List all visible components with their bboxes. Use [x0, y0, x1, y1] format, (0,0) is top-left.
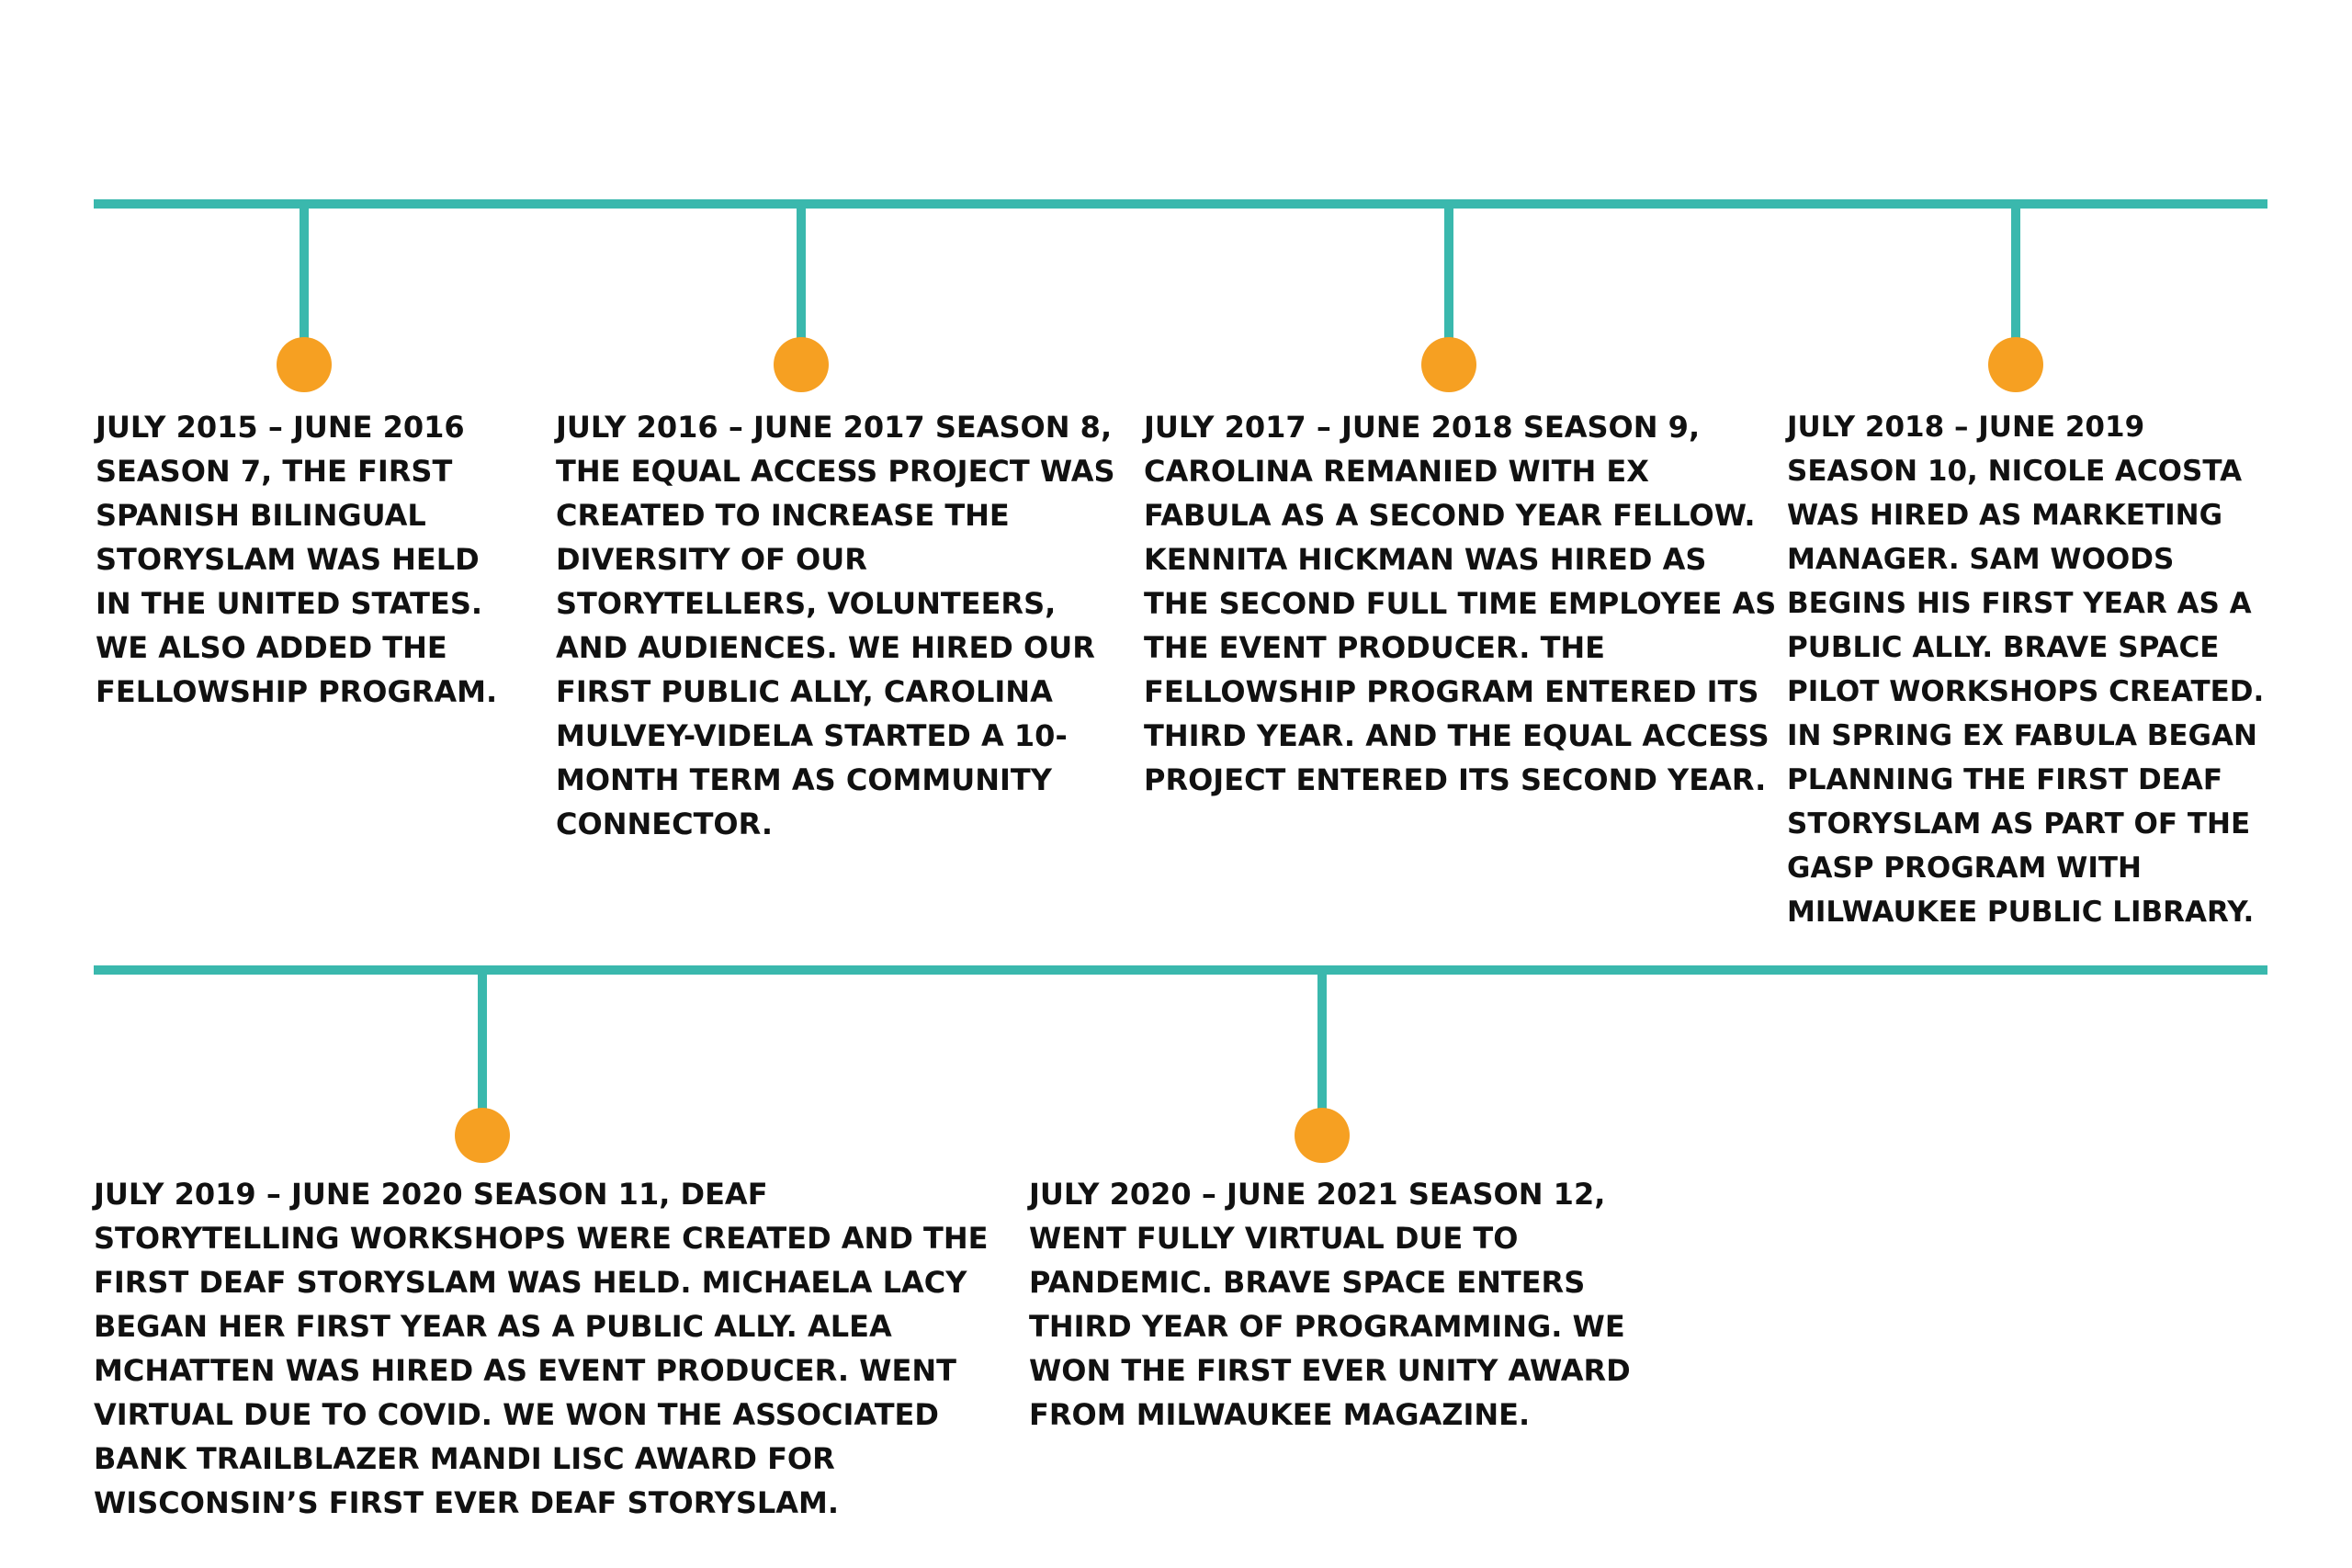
marker-stem [2011, 204, 2020, 342]
marker-dot [1421, 337, 1476, 392]
timeline-marker [1421, 204, 1476, 392]
timeline-marker [1295, 970, 1350, 1163]
marker-stem [478, 970, 487, 1112]
timeline-marker [277, 204, 332, 392]
timeline-line-top [94, 199, 2267, 209]
timeline-line-bottom [94, 965, 2267, 975]
timeline-entry-2015-2016: JULY 2015 – JUNE 2016 SEASON 7, THE FIRST SPANISH BILINGUAL STORYSLAM WAS HELD IN THE UNITED STATES. WE ALSO ADDED THE FELLOWSHIP PROGRAM. [96, 410, 498, 709]
timeline-marker [774, 204, 829, 392]
marker-stem [1317, 970, 1327, 1112]
marker-stem [1444, 204, 1453, 342]
marker-stem [300, 204, 309, 342]
marker-dot [455, 1108, 510, 1163]
timeline-marker [455, 970, 510, 1163]
marker-dot [774, 337, 829, 392]
marker-stem [797, 204, 806, 342]
timeline-entry-2020-2021: JULY 2020 – JUNE 2021 SEASON 12, WENT FULLY VIRTUAL DUE TO PANDEMIC. BRAVE SPACE ENTERS THIRD YEAR OF PROGRAMMING. WE WON THE FIRST EVER UNITY AWARD FROM MILWAUKEE MAGAZINE. [1029, 1177, 1631, 1432]
timeline-entry-2018-2019: JULY 2018 – JUNE 2019 SEASON 10, NICOLE ACOSTA WAS HIRED AS MARKETING MANAGER. SAM WOODS BEGINS HIS FIRST YEAR AS A PUBLIC ALLY. BRAVE SPACE PILOT WORKSHOPS CREATED. IN SPRING EX FABULA BEGAN PLANNING THE FIRST DEAF STORYSLAM AS PART OF THE GASP PROGRAM WITH MILWAUKEE PUBLIC LIBRARY. [1787, 411, 2265, 929]
timeline-entry-2019-2020: JULY 2019 – JUNE 2020 SEASON 11, DEAF STORYTELLING WORKSHOPS WERE CREATED AND THE FIRST DEAF STORYSLAM WAS HELD. MICHAELA LACY BEGAN HER FIRST YEAR AS A PUBLIC ALLY. ALEA MCHATTEN WAS HIRED AS EVENT PRODUCER. WENT VIRTUAL DUE TO COVID. WE WON THE ASSOCIATED BANK TRAILBLAZER MANDI LISC AWARD FOR WISCONSIN’S FIRST EVER DEAF STORYSLAM. [94, 1177, 989, 1520]
marker-dot [1988, 337, 2043, 392]
marker-dot [1295, 1108, 1350, 1163]
timeline-entry-2017-2018: JULY 2017 – JUNE 2018 SEASON 9, CAROLINA REMANIED WITH EX FABULA AS A SECOND YEAR FELLOW. KENNITA HICKMAN WAS HIRED AS THE SECOND FULL TIME EMPLOYEE AS THE EVENT PRODUCER. THE FELLOWSHIP PROGRAM ENTERED ITS THIRD YEAR. AND THE EQUAL ACCESS PROJECT ENTERED ITS SECOND YEAR. [1144, 410, 1777, 797]
timeline-marker [1988, 204, 2043, 392]
marker-dot [277, 337, 332, 392]
timeline-entry-2016-2017: JULY 2016 – JUNE 2017 SEASON 8, THE EQUAL ACCESS PROJECT WAS CREATED TO INCREASE THE DIVERSITY OF OUR STORYTELLERS, VOLUNTEERS, AND AUDIENCES. WE HIRED OUR FIRST PUBLIC ALLY, CAROLINA MULVEY-VIDELA STARTED A 10-MONTH TERM AS COMMUNITY CONNECTOR. [556, 410, 1115, 841]
